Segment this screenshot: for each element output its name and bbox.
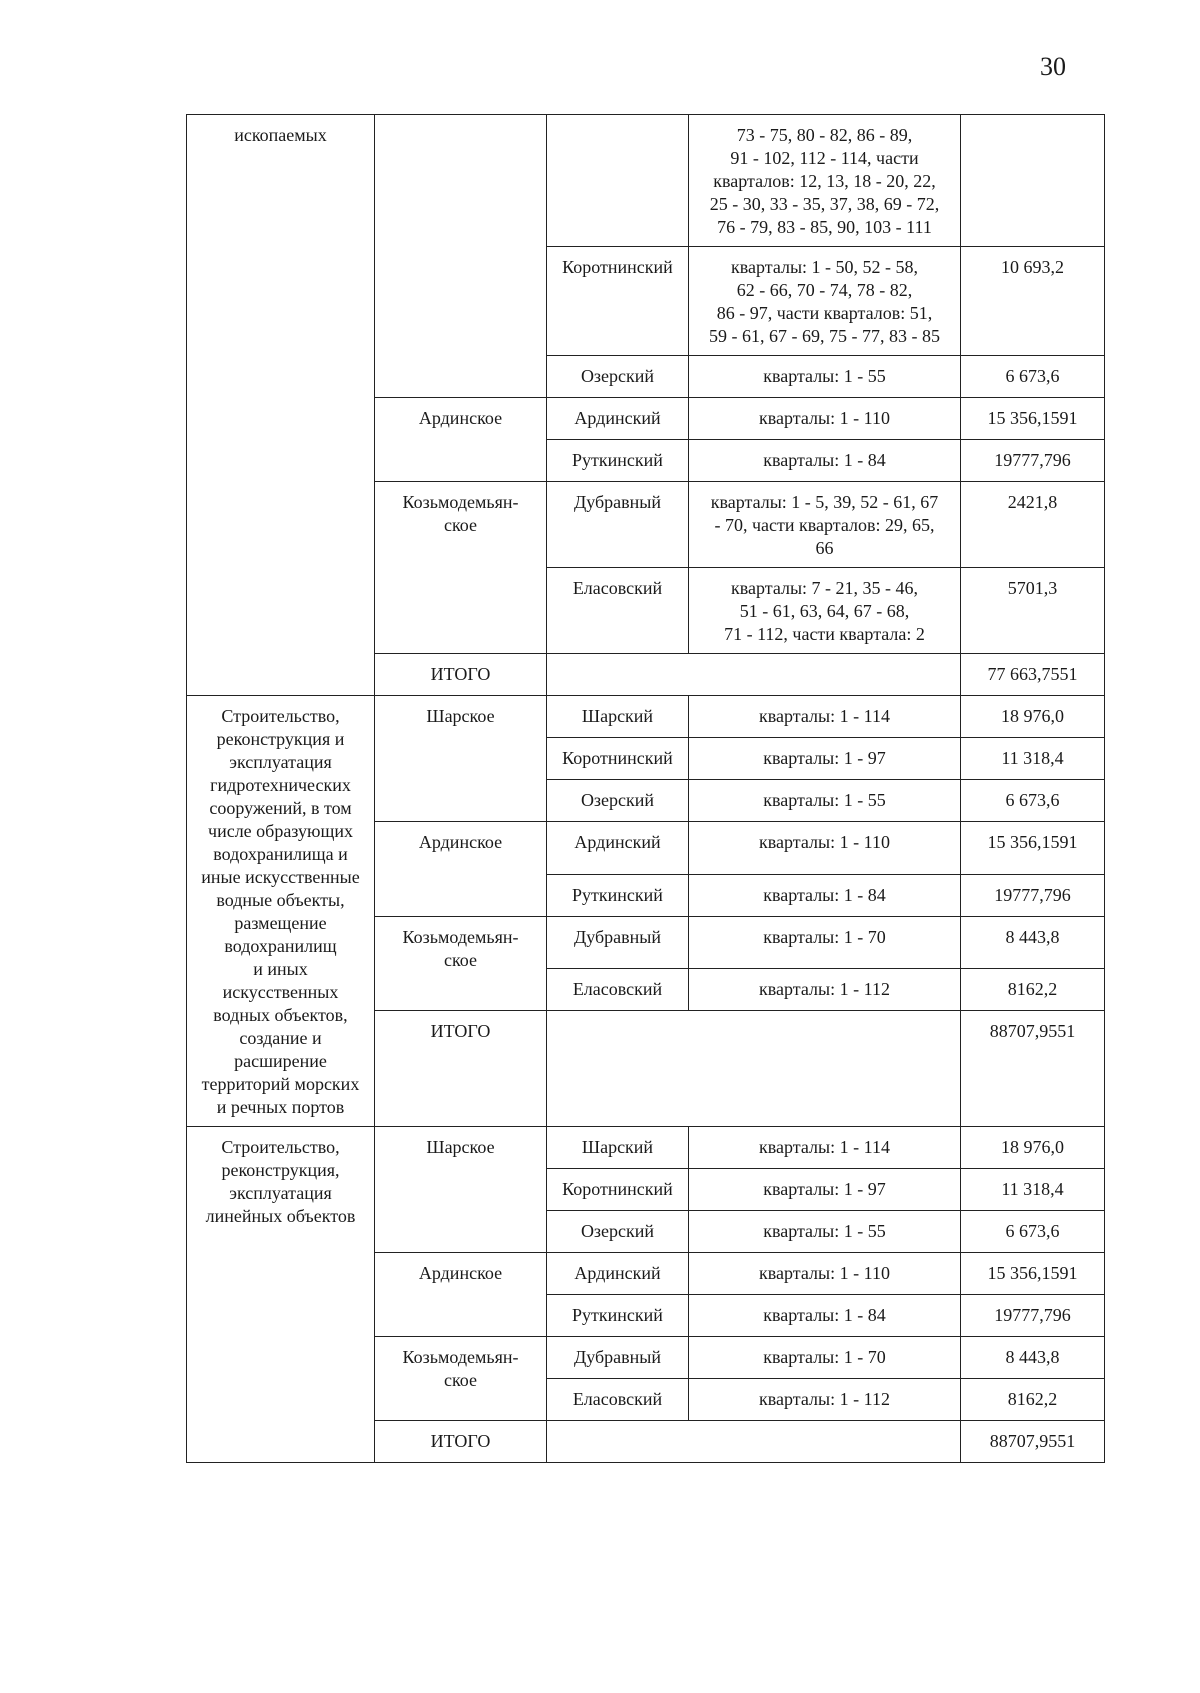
quarters-cell: кварталы: 1 - 84 [689,874,961,916]
total-value: 77 663,7551 [961,654,1105,696]
district-cell: Дубравный [547,916,689,969]
area-cell: 10 693,2 [961,247,1105,356]
quarters-cell: кварталы: 1 - 84 [689,440,961,482]
total-empty-cell [547,1011,961,1127]
quarters-cell: кварталы: 1 - 114 [689,1127,961,1169]
district-cell: Руткинский [547,874,689,916]
area-cell: 19777,796 [961,874,1105,916]
table-row [187,1127,1105,1169]
district-cell: Еласовский [547,568,689,654]
district-cell: Озерский [547,356,689,398]
district-cell: Еласовский [547,1379,689,1421]
forestry-cell [375,115,547,398]
district-cell: Дубравный [547,1337,689,1379]
district-cell: Руткинский [547,440,689,482]
total-label: ИТОГО [375,654,547,696]
area-cell: 6 673,6 [961,780,1105,822]
quarters-cell: кварталы: 1 - 55 [689,1211,961,1253]
area-cell: 18 976,0 [961,1127,1105,1169]
total-value: 88707,9551 [961,1421,1105,1463]
quarters-cell: кварталы: 1 - 112 [689,969,961,1011]
area-cell: 15 356,1591 [961,398,1105,440]
quarters-cell: кварталы: 1 - 84 [689,1295,961,1337]
district-cell: Озерский [547,780,689,822]
district-cell: Коротнинский [547,1169,689,1211]
table-row [187,115,1105,247]
area-cell: 11 318,4 [961,1169,1105,1211]
table-row [187,696,1105,738]
area-cell: 6 673,6 [961,1211,1105,1253]
purpose-cell: ископаемых [187,115,375,696]
forestry-cell: Ардинское [375,1253,547,1337]
district-cell: Еласовский [547,969,689,1011]
quarters-cell: 73 - 75, 80 - 82, 86 - 89, 91 - 102, 112 - 114, части кварталов: 12, 13, 18 - 20, 22, 25 - 30, 33 - 35, 37, 38, 69 - 72, 76 - 79, 83 - 85, 90, 103 - 111 [689,115,961,247]
quarters-cell: кварталы: 1 - 110 [689,1253,961,1295]
area-cell: 8162,2 [961,1379,1105,1421]
forestry-cell: Козьмодемьян- ское [375,1337,547,1421]
total-label: ИТОГО [375,1011,547,1127]
district-cell: Руткинский [547,1295,689,1337]
forestry-cell: Ардинское [375,822,547,917]
quarters-cell: кварталы: 1 - 70 [689,916,961,969]
total-value: 88707,9551 [961,1011,1105,1127]
area-cell: 19777,796 [961,1295,1105,1337]
area-cell: 2421,8 [961,482,1105,568]
quarters-cell: кварталы: 1 - 70 [689,1337,961,1379]
purpose-cell: Строительство, реконструкция и эксплуатация гидротехнических сооружений, в том числе образующих водохранилища и иные искусственные водные объекты, размещение водохранилищ и иных искусственных водных объектов, создание и расширение территорий морских и речных портов [187,696,375,1127]
quarters-cell: кварталы: 1 - 97 [689,1169,961,1211]
district-cell: Шарский [547,1127,689,1169]
quarters-cell: кварталы: 1 - 112 [689,1379,961,1421]
forest-use-table [186,114,1105,1463]
district-cell: Коротнинский [547,247,689,356]
area-cell: 15 356,1591 [961,1253,1105,1295]
area-cell: 5701,3 [961,568,1105,654]
district-cell: Дубравный [547,482,689,568]
area-cell [961,115,1105,247]
quarters-cell: кварталы: 1 - 5, 39, 52 - 61, 67 - 70, части кварталов: 29, 65, 66 [689,482,961,568]
page-number: 30 [1040,52,1066,81]
total-empty-cell [547,1421,961,1463]
forestry-cell: Козьмодемьян- ское [375,482,547,654]
district-cell: Ардинский [547,1253,689,1295]
district-cell: Коротнинский [547,738,689,780]
area-cell: 19777,796 [961,440,1105,482]
quarters-cell: кварталы: 1 - 110 [689,822,961,875]
purpose-cell: Строительство, реконструкция, эксплуатация линейных объектов [187,1127,375,1463]
forestry-cell: Ардинское [375,398,547,482]
total-empty-cell [547,654,961,696]
area-cell: 8162,2 [961,969,1105,1011]
area-cell: 15 356,1591 [961,822,1105,875]
quarters-cell: кварталы: 7 - 21, 35 - 46, 51 - 61, 63, 64, 67 - 68, 71 - 112, части квартала: 2 [689,568,961,654]
quarters-cell: кварталы: 1 - 114 [689,696,961,738]
forestry-cell: Козьмодемьян- ское [375,916,547,1011]
quarters-cell: кварталы: 1 - 110 [689,398,961,440]
area-cell: 8 443,8 [961,916,1105,969]
area-cell: 18 976,0 [961,696,1105,738]
forestry-cell: Шарское [375,696,547,822]
district-cell: Ардинский [547,822,689,875]
quarters-cell: кварталы: 1 - 50, 52 - 58, 62 - 66, 70 - 74, 78 - 82, 86 - 97, части кварталов: 51, 59 - 61, 67 - 69, 75 - 77, 83 - 85 [689,247,961,356]
area-cell: 11 318,4 [961,738,1105,780]
district-cell: Озерский [547,1211,689,1253]
area-cell: 8 443,8 [961,1337,1105,1379]
quarters-cell: кварталы: 1 - 97 [689,738,961,780]
quarters-cell: кварталы: 1 - 55 [689,356,961,398]
total-label: ИТОГО [375,1421,547,1463]
district-cell: Шарский [547,696,689,738]
district-cell: Ардинский [547,398,689,440]
quarters-cell: кварталы: 1 - 55 [689,780,961,822]
area-cell: 6 673,6 [961,356,1105,398]
forestry-cell: Шарское [375,1127,547,1253]
district-cell [547,115,689,247]
